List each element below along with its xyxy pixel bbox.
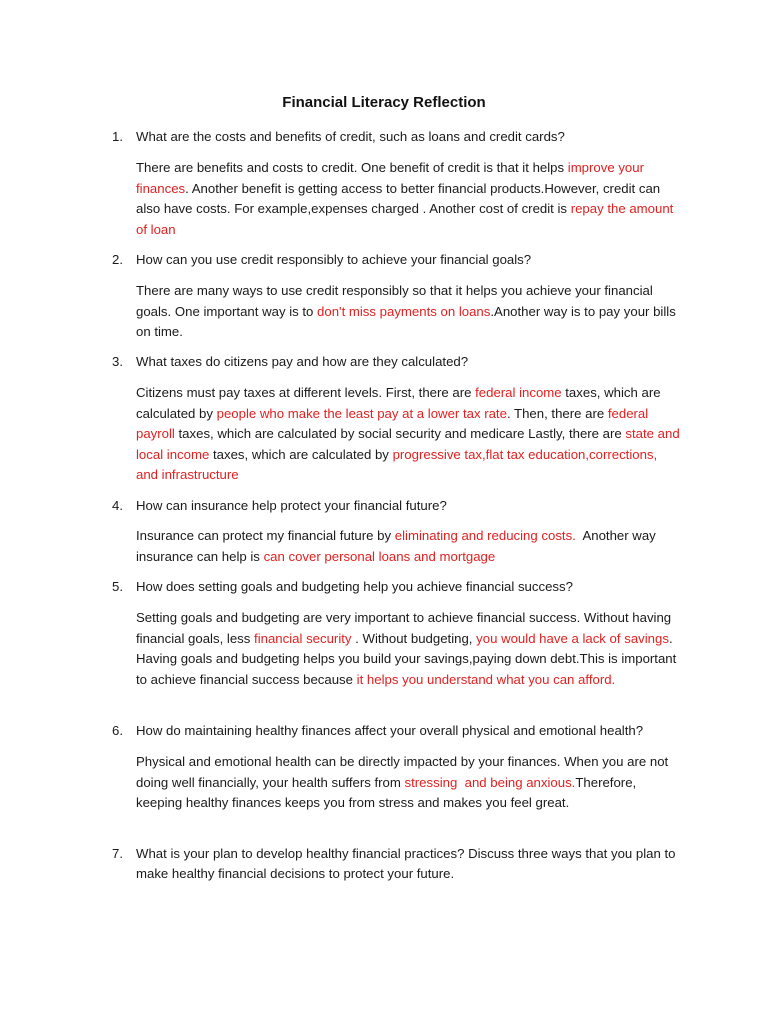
answer-text: .Another way is to pay your bills on time. bbox=[136, 303, 676, 339]
question-text: How can insurance help protect your financial future? bbox=[136, 498, 447, 513]
question-number: 6. bbox=[112, 723, 123, 738]
answer-3 bbox=[136, 383, 681, 486]
answer-text: taxes, which are calculated by bbox=[136, 385, 661, 421]
question-text: What is your plan to develop healthy financial practices? Discuss three ways that you plan to make healthy financial decisions to protect your future. bbox=[136, 846, 676, 881]
answer-text: taxes, which are calculated by social security and medicare Lastly, there are bbox=[174, 426, 626, 441]
answer-2 bbox=[136, 281, 681, 343]
question-text: How can you use credit responsibly to achieve your financial goals? bbox=[136, 252, 532, 267]
question-number: 7. bbox=[112, 846, 123, 861]
answer-text: taxes, which are calculated by bbox=[209, 446, 393, 462]
question-number: 2. bbox=[112, 252, 123, 267]
answer-text: Setting goals and budgeting are very important to achieve financial success. Without having financial goals, less bbox=[136, 610, 672, 646]
answer-text: . Then, there are bbox=[506, 405, 608, 421]
answer-highlight: repay the amount of loan bbox=[136, 201, 674, 237]
answer-highlight: federal income bbox=[475, 385, 562, 400]
answer-highlight: eliminating and reducing costs. bbox=[394, 528, 576, 543]
answer-highlight: you would have a lack of savings bbox=[476, 630, 669, 646]
question-text: What are the costs and benefits of credit, such as loans and credit cards? bbox=[136, 129, 565, 144]
question-text: How does setting goals and budgeting help you achieve financial success? bbox=[136, 579, 573, 594]
answer-text: . Another benefit is getting access to better financial products.However, credit can also have costs. For example,expenses charged . Another cost of credit is bbox=[136, 180, 661, 216]
answer-text: . Having goals and budgeting helps you build your savings,paying down debt.This is important to achieve financial success because bbox=[136, 630, 677, 687]
answer-1 bbox=[136, 158, 681, 240]
answer-text: Insurance can protect my financial future by bbox=[136, 528, 395, 543]
question-number: 5. bbox=[112, 579, 123, 594]
answer-highlight: stressing and being anxious. bbox=[404, 774, 576, 790]
answer-6 bbox=[136, 752, 681, 814]
answer-text: There are many ways to use credit responsibly so that it helps you achieve your financial goals. One important way is to bbox=[136, 283, 653, 319]
answer-highlight: federal payroll bbox=[136, 405, 649, 441]
question-number: 3. bbox=[112, 354, 123, 369]
answer-text: Therefore, keeping healthy finances keeps you from stress and makes you feel great. bbox=[136, 774, 637, 810]
answer-highlight: people who make the least pay at a lower tax rate bbox=[216, 405, 507, 421]
answer-highlight: it helps you understand what you can afford. bbox=[356, 671, 616, 687]
question-number: 4. bbox=[112, 498, 123, 513]
answer-highlight: state and local income bbox=[136, 426, 680, 462]
answer-highlight: can cover personal loans and mortgage bbox=[263, 548, 496, 564]
answer-highlight: don't miss payments on loans bbox=[317, 303, 491, 319]
question-text: What taxes do citizens pay and how are they calculated? bbox=[136, 354, 469, 369]
answer-highlight: progressive tax,flat tax education,corrections, and infrastructure bbox=[136, 446, 658, 482]
answer-text: Citizens must pay taxes at different levels. First, there are bbox=[136, 385, 476, 400]
question-text: How do maintaining healthy finances affect your overall physical and emotional health? bbox=[136, 723, 644, 738]
answer-text: Physical and emotional health can be directly impacted by your finances. When you are not doing well financially, your health suffers from bbox=[136, 754, 669, 790]
answer-5 bbox=[136, 608, 681, 690]
answer-text: There are benefits and costs to credit. One benefit of credit is that it helps bbox=[136, 160, 568, 175]
question-number: 1. bbox=[112, 129, 123, 144]
answer-text: . Without budgeting, bbox=[351, 630, 477, 646]
answer-4 bbox=[136, 526, 681, 567]
answer-text: Another way insurance can help is bbox=[136, 528, 660, 564]
answer-highlight: improve your finances bbox=[136, 160, 644, 196]
document-title: Financial Literacy Reflection bbox=[282, 94, 486, 111]
answer-highlight: financial security bbox=[254, 630, 352, 646]
